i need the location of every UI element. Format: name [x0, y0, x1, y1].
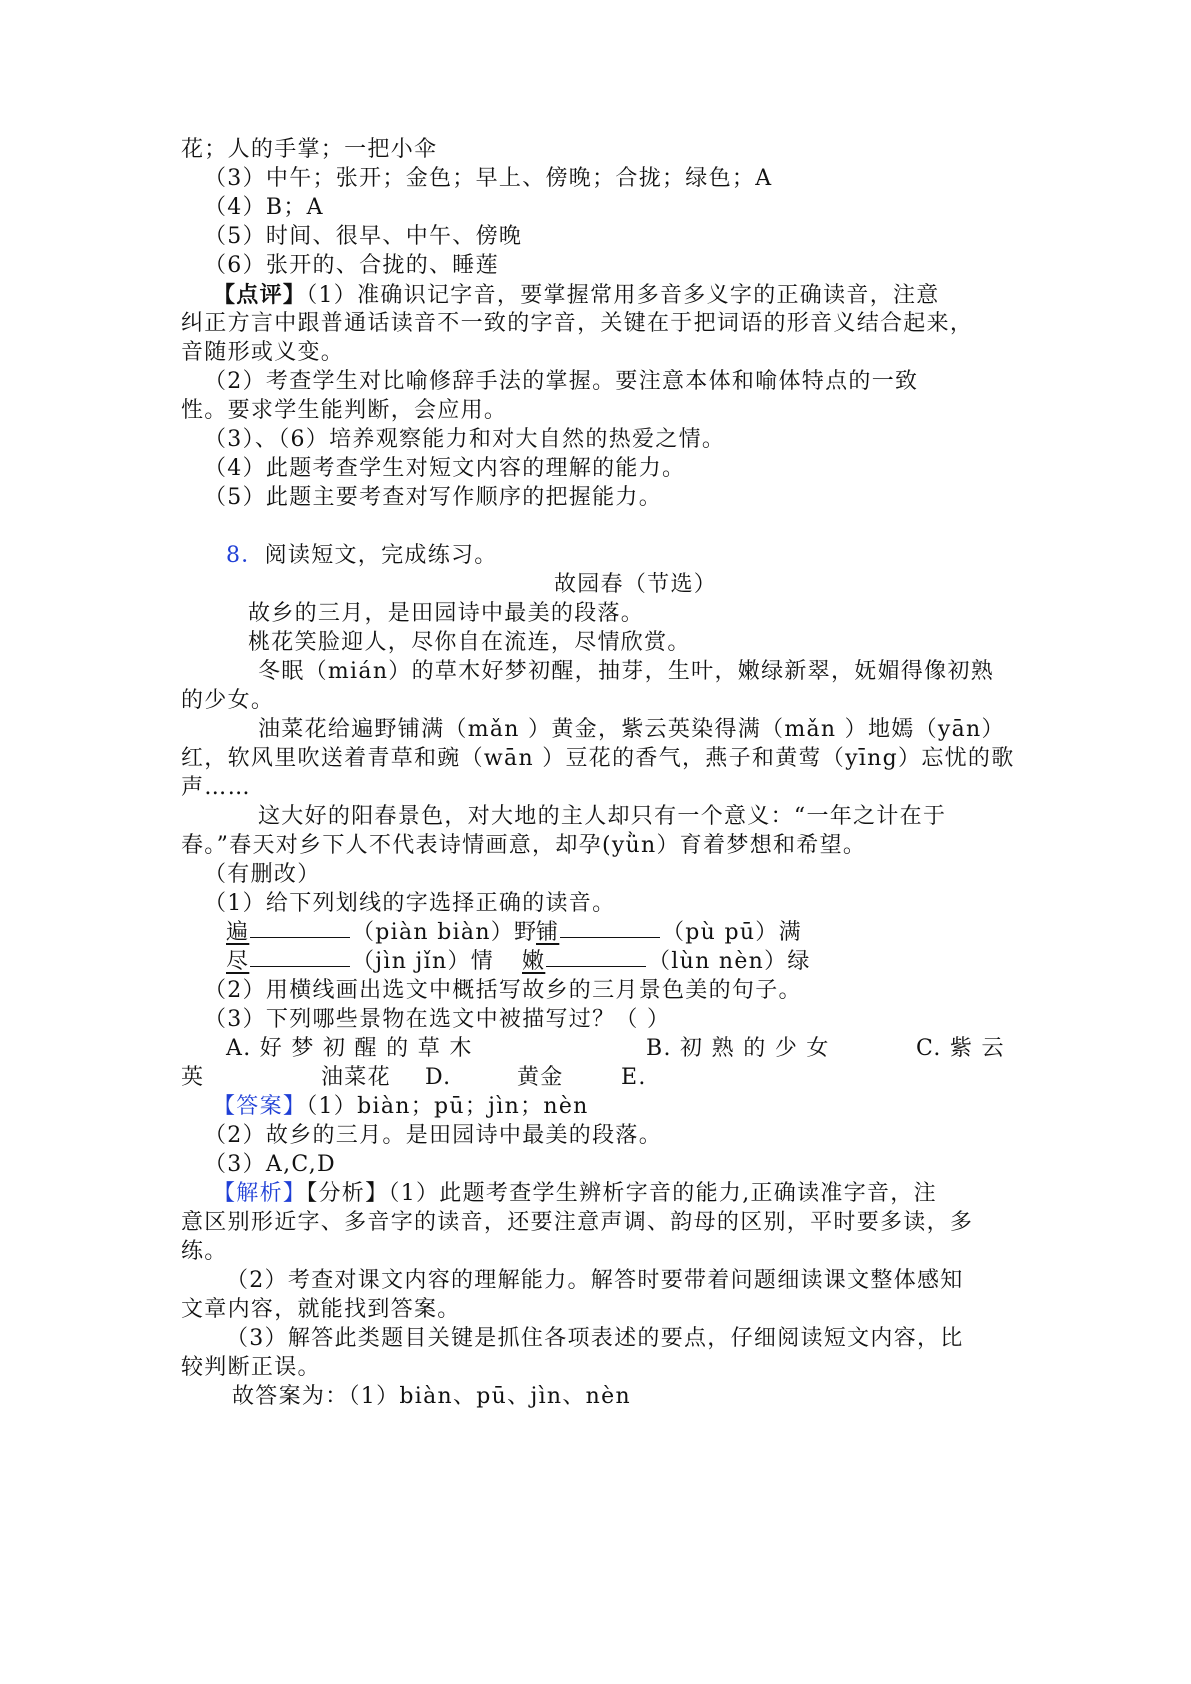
answer-text: （1）biàn；pū；jìn；nèn [306, 1094, 589, 1119]
question-heading [226, 540, 1056, 572]
option-c: C. 紫 云 [916, 1036, 1005, 1061]
question-number: 8． [226, 543, 265, 568]
analysis-line: （3）解答此类题目关键是抓住各项表述的要点，仔细阅读短文内容，比 [226, 1326, 964, 1351]
pinyin-options: （lùn nèn）绿 [648, 949, 811, 974]
text-line: （5）时间、很早、中午、傍晚 [204, 224, 523, 249]
text-line: （5）此题主要考查对写作顺序的把握能力。 [204, 485, 662, 510]
passage-line: 故乡的三月，是田园诗中最美的段落。 [248, 601, 645, 626]
subquestion-1: （1）给下列划线的字选择正确的读音。 [204, 891, 616, 916]
options-row [181, 1062, 1011, 1094]
underlined-char: 铺 [536, 920, 560, 945]
text-line: （2）考查学生对比喻修辞手法的掌握。要注意本体和喻体特点的一致 [204, 369, 919, 394]
comment-tag: 【点评】 [213, 282, 307, 308]
passage-line: 油菜花给遍野铺满（mǎn ）黄金，紫云英染得满（mǎn ）地嫣（yān） [258, 717, 1005, 742]
answer-tag: 【答案】 [213, 1094, 307, 1119]
passage-note: （有删改） [204, 862, 321, 887]
text-line: （3）中午；张开；金色；早上、傍晚；合拢；绿色；A [204, 166, 773, 191]
analysis-text: 【分析】（1）此题考查学生辨析字音的能力,正确读准字音，注 [306, 1181, 937, 1206]
passage-line: 春。”春天对乡下人不代表诗情画意，却孕(yǜn）育着梦想和希望。 [181, 833, 867, 858]
passage-line: 的少女。 [181, 688, 275, 713]
answer-blank[interactable] [250, 917, 350, 938]
question-text: 阅读短文，完成练习。 [264, 543, 498, 568]
text-line: 音随形或义变。 [181, 340, 345, 365]
text-line: 纠正方言中跟普通话读音不一致的字音，关键在于把词语的形音义结合起来， [181, 311, 974, 336]
pinyin-row [226, 946, 1056, 978]
comment-text: （1）准确识记字音，要掌握常用多音多义字的正确读音，注意 [306, 283, 940, 308]
answer-line: （3）A,C,D [204, 1152, 336, 1177]
text-line: 性。要求学生能判断，会应用。 [181, 398, 508, 423]
analysis-line: 意区别形近字、多音字的读音，还要注意声调、韵母的区别，平时要多读，多 [181, 1210, 974, 1235]
text-line: （4）此题考查学生对短文内容的理解的能力。 [204, 456, 686, 481]
text-line: （4）B；A [204, 195, 324, 220]
pinyin-options: （jìn jǐn）情 [352, 949, 495, 974]
text-line: 花；人的手掌；一把小伞 [181, 137, 438, 162]
option-b: B. 初 熟 的 少 女 [646, 1036, 830, 1061]
underlined-char: 遍 [226, 920, 250, 945]
subquestion-3: （3）下列哪些景物在选文中被描写过？（ ） [204, 1007, 671, 1032]
analysis-line: （2）考查对课文内容的理解能力。解答时要带着问题细读课文整体感知 [226, 1268, 964, 1293]
answer-line [213, 1091, 1043, 1123]
passage-line: 冬眠（mián）的草木好梦初醒，抽芽，生叶，嫩绿新翠，妩媚得像初熟 [258, 659, 995, 684]
analysis-tag: 【解析】 [213, 1181, 307, 1206]
underlined-char: 尽 [226, 949, 250, 974]
option-d: D. [425, 1065, 452, 1090]
text-line: （6）张开的、合拢的、睡莲 [204, 253, 499, 278]
passage-line: 红，软风里吹送着青草和豌（wān ）豆花的香气，燕子和黄莺（yīng）忘忧的歌 [181, 746, 1015, 771]
text-line: （3）、（6）培养观察能力和对大自然的热爱之情。 [204, 427, 726, 452]
comment-line [213, 279, 1043, 311]
pinyin-row [226, 917, 1056, 949]
options-row [226, 1033, 1056, 1065]
final-answer-line: 故答案为：（1）biàn、pū、jìn、nèn [232, 1384, 631, 1409]
passage-line: 这大好的阳春景色，对大地的主人却只有一个意义：“一年之计在于 [258, 804, 947, 829]
passage-line: 桃花笑脸迎人，尽你自在流连，尽情欣赏。 [248, 630, 691, 655]
passage-title: 故园春（节选） [553, 572, 718, 597]
option-c-end: 英 [181, 1065, 205, 1090]
analysis-line: 练。 [181, 1239, 228, 1264]
option-c-text: 油菜花 [321, 1065, 391, 1090]
answer-blank[interactable] [560, 917, 660, 938]
option-d-text: 黄金 [517, 1065, 564, 1090]
answer-blank[interactable] [250, 946, 350, 967]
passage-line: 声…… [181, 775, 251, 800]
pinyin-options: （pù pū）满 [662, 920, 802, 945]
analysis-line: 文章内容，就能找到答案。 [181, 1297, 461, 1322]
pinyin-options: （piàn biàn）野 [352, 920, 538, 945]
answer-line: （2）故乡的三月。是田园诗中最美的段落。 [204, 1123, 662, 1148]
option-a: A. 好 梦 初 醒 的 草 木 [226, 1036, 473, 1061]
underlined-char: 嫩 [522, 949, 546, 974]
answer-blank[interactable] [546, 946, 646, 967]
analysis-line [213, 1178, 1043, 1210]
option-e: E. [621, 1065, 647, 1090]
analysis-line: 较判断正误。 [181, 1355, 321, 1380]
subquestion-2: （2）用横线画出选文中概括写故乡的三月景色美的句子。 [204, 978, 802, 1003]
